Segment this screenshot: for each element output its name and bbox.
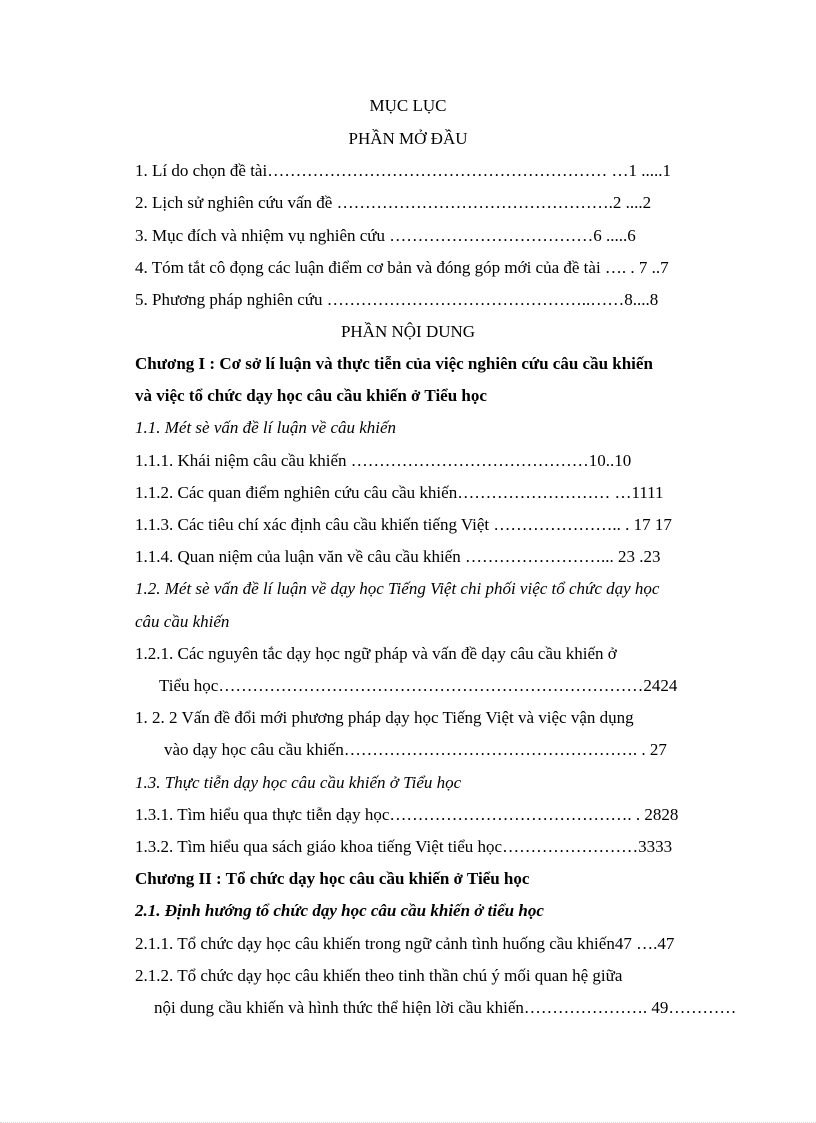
chapter-heading[interactable]: Chương II : Tổ chức dạy học câu cầu khiến ở Tiểu học — [135, 869, 530, 888]
toc-entry[interactable]: 2.1.1. Tổ chức dạy học câu khiến trong ngữ cảnh tình huống cầu khiến47 ….47 — [135, 934, 675, 953]
toc-entry[interactable]: 1. 2. 2 Vấn đề đổi mới phương pháp dạy học Tiếng Việt và việc vận dụng — [135, 708, 634, 727]
toc-entry-continued[interactable]: vào dạy học câu cầu khiến……………………………………………. . 27 — [164, 740, 667, 759]
part-content-heading: PHẦN NỘI DUNG — [340, 322, 476, 341]
chapter-heading[interactable]: và việc tổ chức dạy học câu cầu khiến ở Tiểu học — [135, 386, 487, 405]
part-intro-heading: PHẦN MỞ ĐẦU — [348, 129, 468, 148]
toc-title: MỤC LỤC — [369, 96, 447, 115]
toc-entry[interactable]: 1.1.4. Quan niệm của luận văn về câu cầu khiến ……………………... 23 .23 — [135, 547, 661, 566]
chapter-heading[interactable]: Chương I : Cơ sở lí luận và thực tiễn của việc nghiên cứu câu cầu khiến — [135, 354, 653, 373]
toc-entry[interactable]: 1.3.2. Tìm hiểu qua sách giáo khoa tiếng Việt tiểu học……………………3333 — [135, 837, 673, 856]
toc-entry[interactable]: 2.1.2. Tổ chức dạy học câu khiến theo tinh thần chú ý mối quan hệ giữa — [135, 966, 623, 985]
toc-entry[interactable]: 1.2.1. Các nguyên tắc dạy học ngữ pháp và vấn đề dạy câu cầu khiến ở — [135, 644, 617, 663]
section-heading[interactable]: 1.2. Mét sè vấn đề lí luận về dạy học Tiếng Việt chi phối việc tổ chức dạy học — [135, 579, 660, 598]
section-heading[interactable]: 2.1. Định hướng tổ chức dạy học câu cầu khiến ở tiểu học — [135, 901, 544, 920]
toc-entry[interactable]: 1.1.1. Khái niệm câu cầu khiến ……………………………………10..10 — [135, 451, 632, 470]
section-heading[interactable]: câu cầu khiến — [135, 612, 230, 631]
section-heading[interactable]: 1.3. Thực tiễn dạy học câu cầu khiến ở Tiểu học — [135, 773, 462, 792]
toc-entry[interactable]: 5. Phương pháp nghiên cứu ………………………………………..……8....8 — [135, 290, 659, 309]
toc-entry[interactable]: 1.1.2. Các quan điểm nghiên cứu câu cầu khiến……………………… …1111 — [135, 483, 664, 502]
toc-entry[interactable]: 1. Lí do chọn đề tài…………………………………………………… …1 .....1 — [135, 161, 671, 180]
toc-entry[interactable]: 4. Tóm tắt cô đọng các luận điểm cơ bản và đóng góp mới của đề tài …. . 7 ..7 — [135, 258, 669, 277]
toc-entry[interactable]: 1.3.1. Tìm hiểu qua thực tiễn dạy học……………………………………. . 2828 — [135, 805, 679, 824]
toc-entry-continued[interactable]: nội dung cầu khiến và hình thức thể hiện lời cầu khiến…………………. 49………… — [154, 998, 737, 1017]
toc-entry-continued[interactable]: Tiểu học…………………………………………………………………2424 — [159, 676, 678, 695]
toc-entry[interactable]: 3. Mục đích và nhiệm vụ nghiên cứu ………………………………6 .....6 — [135, 226, 636, 245]
section-heading[interactable]: 1.1. Mét sè vấn đề lí luận về câu khiến — [135, 418, 397, 437]
toc-entry[interactable]: 2. Lịch sử nghiên cứu vấn đề ………………………………………….2 ....2 — [135, 193, 652, 212]
toc-entry[interactable]: 1.1.3. Các tiêu chí xác định câu cầu khiến tiếng Việt ………………….. . 17 17 — [135, 515, 672, 534]
